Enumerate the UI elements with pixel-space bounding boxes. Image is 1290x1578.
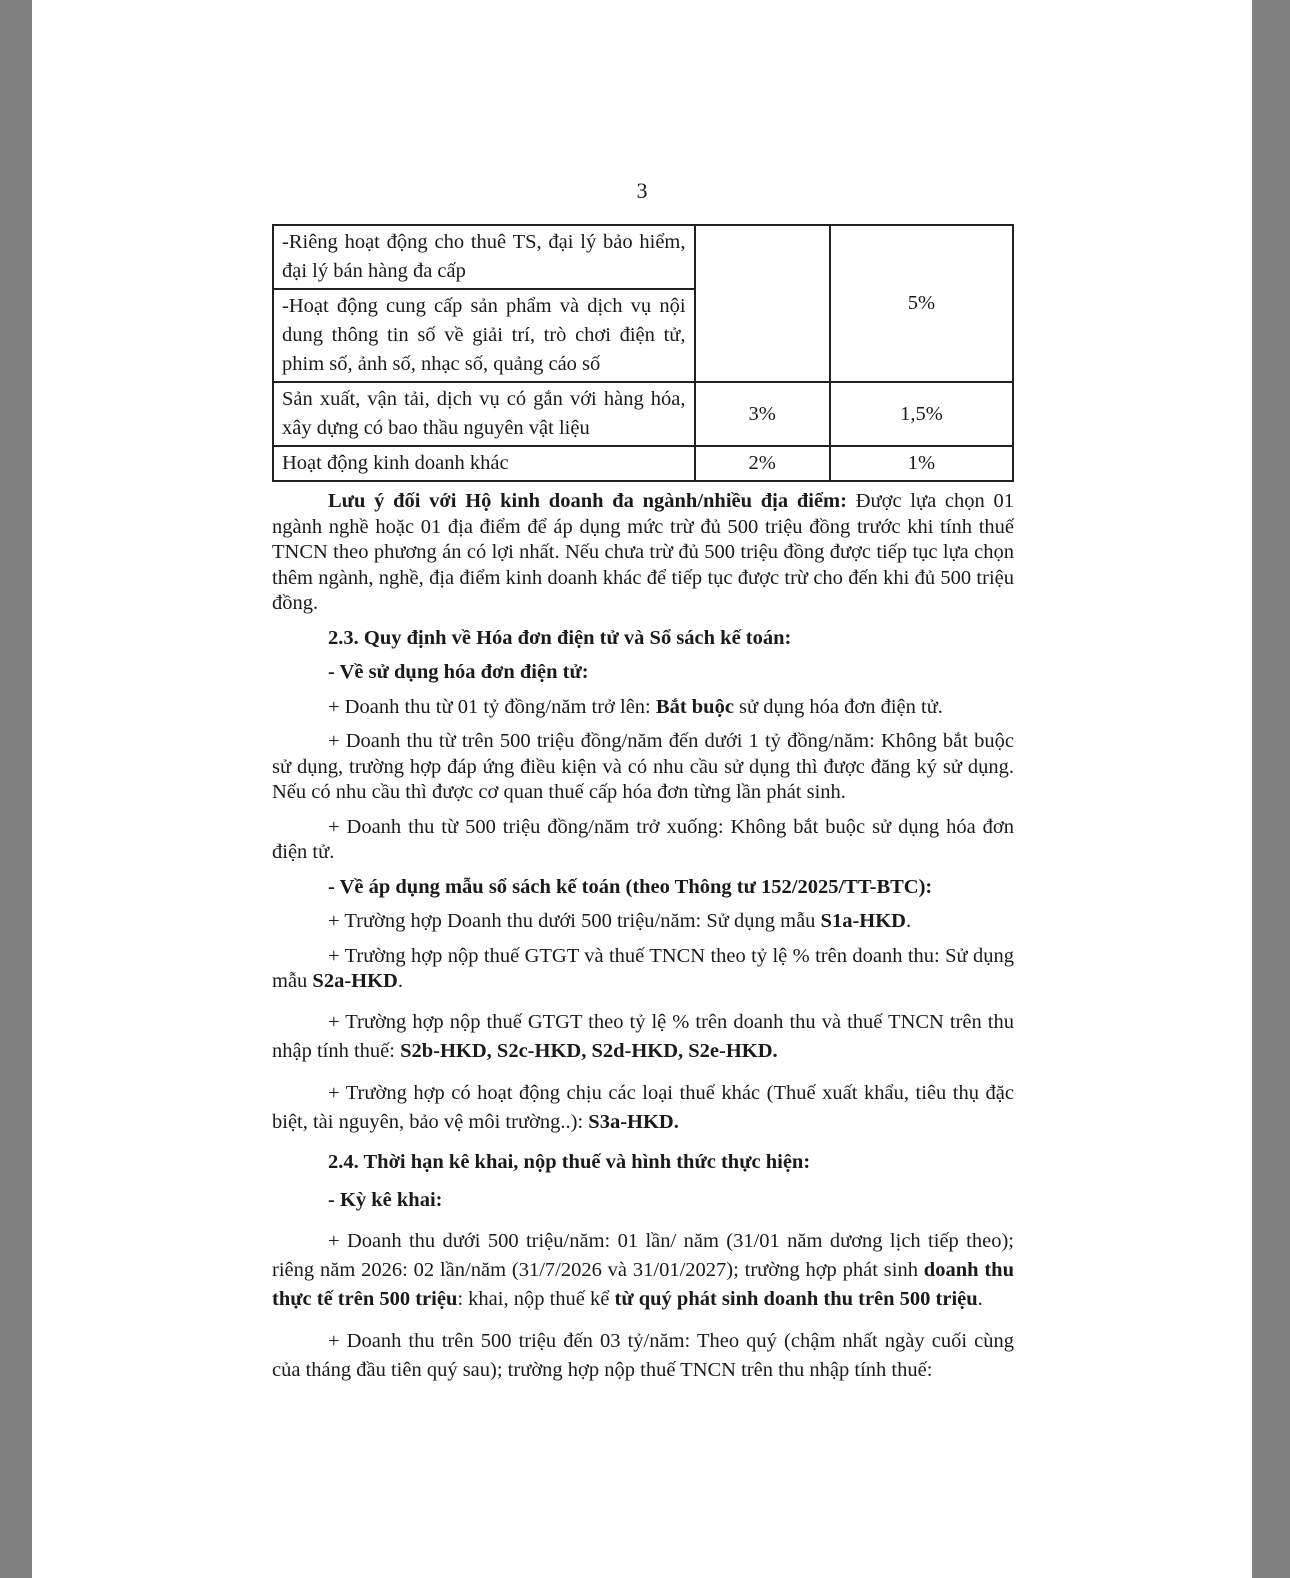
table-cell-rate-1: 3% (695, 382, 830, 446)
list-item-emphasis: S1a-HKD (820, 910, 906, 932)
list-item-text: : khai, nộp thuế kể (457, 1287, 615, 1310)
table-cell-activity: -Riêng hoạt động cho thuê TS, đại lý bảo hiểm, đại lý bán hàng đa cấp (273, 225, 695, 289)
section-heading: 2.3. Quy định về Hóa đơn điện tử và Sổ sách kế toán: (328, 626, 792, 649)
table-row (273, 225, 1013, 289)
list-item-emphasis: Bắt buộc (655, 695, 734, 718)
list-item-emphasis: S2b-HKD, S2c-HKD, S2d-HKD, S2e-HKD. (400, 1039, 778, 1062)
subsection-heading: - Về sử dụng hóa đơn điện tử: (328, 661, 589, 683)
list-item-text: + Trường hợp Doanh thu dưới 500 triệu/năm: Sử dụng mẫu (328, 910, 821, 932)
subsection-heading: - Kỳ kê khai: (328, 1189, 443, 1211)
list-item-emphasis: doanh thu thực tế trên 500 triệu (272, 1258, 1014, 1310)
list-item-text: + Doanh thu từ 01 tỷ đồng/năm trở lên: (328, 695, 656, 718)
table-cell-activity: Hoạt động kinh doanh khác (273, 446, 695, 481)
list-item: + Doanh thu từ trên 500 triệu đồng/năm đến dưới 1 tỷ đồng/năm: Không bắt buộc sử dụng, trường hợp đáp ứng điều kiện và có nhu cầu sử dụng thì được đăng ký sử dụng. Nếu có nhu cầu thì được cơ quan thuế cấp hóa đơn từng lần phát sinh. (272, 730, 1014, 803)
list-item (272, 944, 1014, 995)
section-heading: 2.4. Thời hạn kê khai, nộp thuế và hình thức thực hiện: (328, 1150, 811, 1173)
list-item: + Doanh thu từ 500 triệu đồng/năm trở xuống: Không bắt buộc sử dụng hóa đơn điện tử. (272, 815, 1014, 863)
table-cell-rate-1: 2% (695, 446, 830, 481)
list-item (272, 695, 1014, 721)
list-item-text: sử dụng hóa đơn điện tử. (733, 695, 943, 718)
table-cell-activity: Sản xuất, vận tải, dịch vụ có gắn với hàng hóa, xây dựng có bao thầu nguyên vật liệu (273, 382, 695, 446)
document-page (32, 0, 1252, 1578)
note-label: Lưu ý đối với Hộ kinh doanh đa ngành/nhiều địa điểm: (328, 490, 847, 512)
list-item-emphasis: S3a-HKD. (588, 1110, 679, 1133)
list-item: + Doanh thu trên 500 triệu đến 03 tỷ/năm: Theo quý (chậm nhất ngày cuối cùng của tháng đầu tiên quý sau); trường hợp nộp thuế TNCN trên thu nhập tính thuế: (272, 1329, 1014, 1381)
list-item-text: + Doanh thu dưới 500 triệu/năm: 01 lần/ năm (31/01 năm dương lịch tiếp theo); riêng năm 2026: 02 lần/năm (31/7/2026 và 31/01/2027); trường hợp phát sinh (272, 1229, 1014, 1281)
list-item-text: + Trường hợp có hoạt động chịu các loại thuế khác (Thuế xuất khẩu, tiêu thụ đặc biệt, tài nguyên, bảo vệ môi trường..): (272, 1081, 1014, 1133)
list-item-text: + Trường hợp nộp thuế GTGT và thuế TNCN theo tỷ lệ % trên doanh thu: Sử dụng mẫu (272, 944, 1014, 992)
note-paragraph (272, 489, 1014, 617)
list-item-emphasis: từ quý phát sinh doanh thu trên 500 triệu (614, 1287, 978, 1310)
list-item-emphasis: S2a-HKD (312, 970, 398, 992)
table-cell-rate-merged: 5% (830, 225, 1013, 382)
table-cell-rate-2: 1,5% (830, 382, 1013, 446)
list-item-text: . (905, 910, 912, 932)
table-row (273, 446, 1013, 481)
table-cell-rate-empty (695, 225, 830, 382)
table-row (273, 382, 1013, 446)
note-text: Được lựa chọn 01 ngành nghề hoặc 01 địa điểm để áp dụng mức trừ đủ 500 triệu đồng trước khi tính thuế TNCN theo phương án có lợi nhất. Nếu chưa trừ đủ 500 triệu đồng được tiếp tục lựa chọn thêm ngành, nghề, địa điểm kinh doanh khác để tiếp tục được trừ cho đến khi đủ 500 triệu đồng. (272, 490, 1015, 614)
table-cell-rate-2: 1% (830, 446, 1013, 481)
list-item-text: . (397, 970, 403, 992)
page-content (272, 224, 1014, 1385)
list-item (272, 1227, 1014, 1314)
subsection-heading: - Về áp dụng mẫu sổ sách kế toán (theo Thông tư 152/2025/TT-BTC): (328, 875, 933, 898)
list-item (272, 909, 1014, 935)
list-item (272, 1008, 1014, 1066)
table-cell-activity: -Hoạt động cung cấp sản phẩm và dịch vụ nội dung thông tin số về giải trí, trò chơi điện tử, phim số, ảnh số, nhạc số, quảng cáo số (273, 289, 695, 382)
list-item-text: . (977, 1287, 983, 1310)
list-item-text: + Trường hợp nộp thuế GTGT theo tỷ lệ % trên doanh thu và thuế TNCN trên thu nhập tính thuế: (272, 1010, 1014, 1062)
page-number: 3 (636, 178, 648, 203)
tax-rate-table (272, 224, 1014, 482)
list-item (272, 1079, 1014, 1137)
